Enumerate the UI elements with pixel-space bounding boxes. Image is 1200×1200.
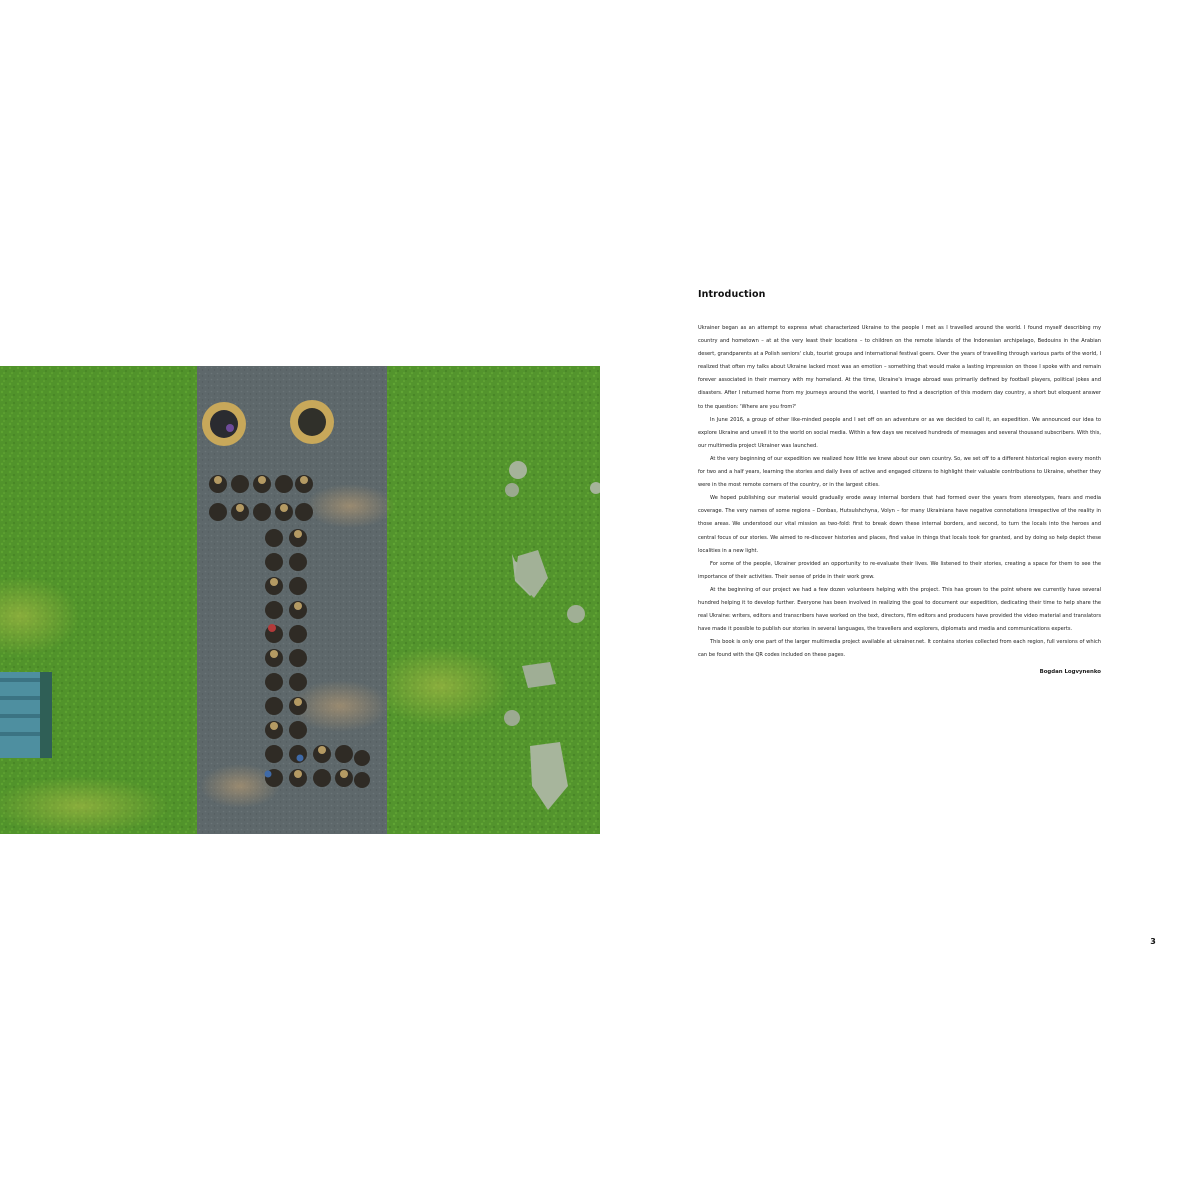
paragraph: At the beginning of our project we had a few dozen volunteers helping with the project. This has grown to the point where we currently have several hundred helping it to develop further. Everyone has been involved in realizing the goal to document our expedition, dedicating their time to help share the real Ukraine: writers, editors and transcribers have worked on the text, directors, film editors and producers have provided the video material and translators have made it possible to publish our stories in several languages, the travellers and explorers, diplomats and media and communications experts. [698,586,1101,633]
author-signature: Bogdan Logvynenko [1039,669,1101,676]
introduction-page [698,288,1101,678]
page-title: Introduction [698,289,766,300]
aerial-photo-illustration [0,366,600,834]
paragraph: In June 2016, a group of other like-minded people and I set off on an adventure or as we decided to call it, an expedition. We announced our idea to explore Ukraine and unveil it to the world on social media. Within a few days we received hundreds of messages and several thousand subscribers. With this, our multimedia project Ukrainer was launched. [698,416,1101,449]
paragraph: Ukrainer began as an attempt to express what characterized Ukraine to the people I met as I travelled around the world. I found myself describing my country and hometown – at at the very least their locations – to children on the remote islands of the Indonesian archipelago, Bedouins in the Arabian desert, grandparents at a Polish seniors' club, tourist groups and international festival goers. Over the years of travelling through various parts of the world, I realized that often my talks about Ukraine lacked most was an emotion – something that would make a lasting impression on those I spoke with and remain forever associated in their memory with my homeland. At the time, Ukraine's image abroad was primarily defined by football players, political jokes and disasters. After I returned home from my journeys around the world, I wanted to find a description of this modern day country, a short but eloquent answer to the question: 'Where are you from?' [698,325,1101,410]
introduction-body [698,322,1101,662]
paragraph: For some of the people, Ukrainer provided an opportunity to re-evaluate their lives. We listened to their stories, creating a space for them to see the importance of their activities. Their sense of pride in their work grew. [698,560,1101,580]
aerial-photo [0,366,600,834]
paragraph: This book is only one part of the larger multimedia project available at ukrainer.net. It contains stories collected from each region, full versions of which can be found with the QR codes included on these pages. [698,639,1101,659]
paragraph: At the very beginning of our expedition we realized how little we knew about our own country. So, we set off to a different historical region every month for two and a half years, learning the stories and daily lives of active and engaged citizens to highlight their valuable contributions to Ukraine, whether they were in the most remote corners of the country, or in the largest cities. [698,455,1101,489]
page-number: 3 [1150,937,1156,946]
paragraph: We hoped publishing our material would gradually erode away internal borders that had formed over the years from stereotypes, fears and media coverage. The very names of some regions – Donbas, Hutsulshchyna, Volyn – for many Ukrainians have negative connotations irrespective of the reality in those areas. We understood our vital mission as two-fold: first to break down these internal borders, and second, to turn the locals into the heroes and central focus of our stories. We aimed to re-discover histories and places, find value in things that locals took for granted, and by doing so help depict these localities in a new light. [698,495,1101,554]
